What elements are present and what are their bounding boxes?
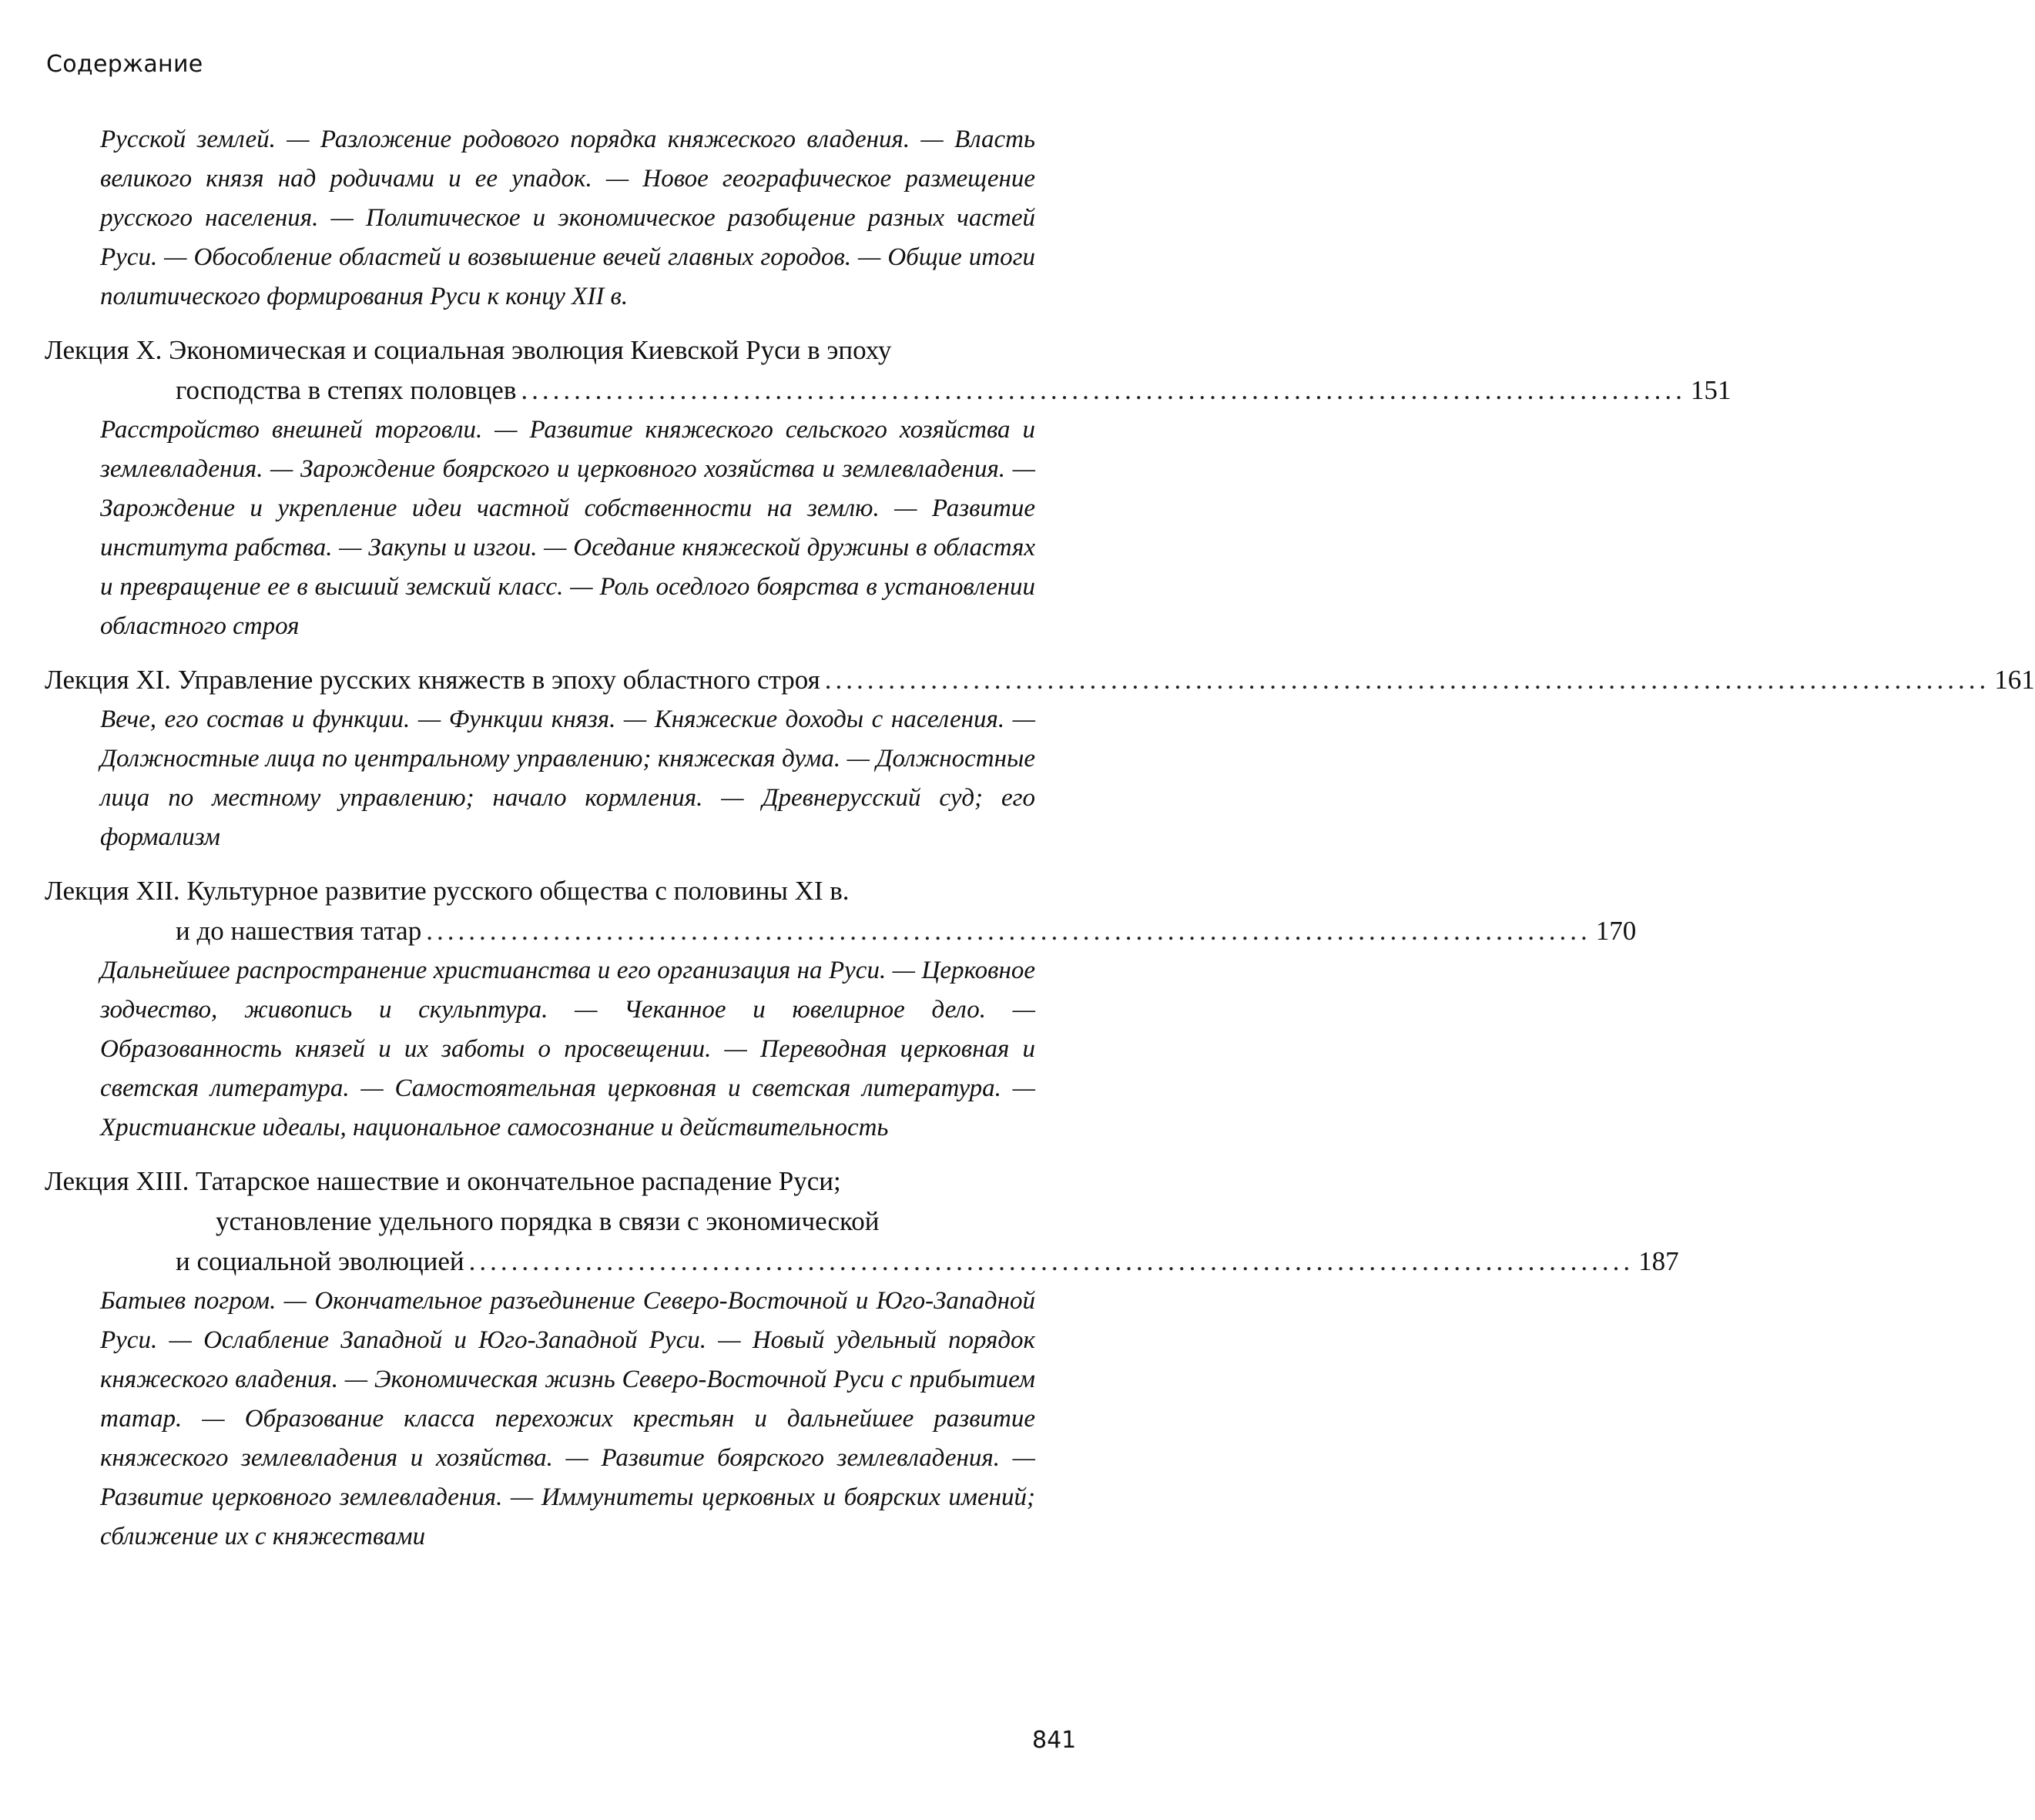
toc-entry-title-line bbox=[45, 871, 1077, 911]
toc-entry-title: Лекция X. Экономическая и социальная эволюция Киевской Руси в эпоху bbox=[45, 335, 892, 365]
toc-entry-title-line bbox=[45, 911, 1637, 951]
toc-content bbox=[45, 120, 2035, 1557]
page-number: 187 bbox=[1638, 1246, 1679, 1276]
toc-entry-title-line bbox=[45, 1202, 1077, 1242]
page-folio: 841 bbox=[1032, 1727, 1077, 1754]
dot-leader: .............................................................................................................. bbox=[468, 1246, 1634, 1276]
running-head: Содержание bbox=[46, 51, 203, 78]
dot-leader: .............................................................................................................. bbox=[521, 375, 1686, 405]
toc-entry-title-line bbox=[45, 660, 2035, 700]
page-number: 170 bbox=[1595, 916, 1637, 946]
toc-entry-title-line bbox=[45, 1161, 1077, 1202]
toc-entry-title: Лекция XI. Управление русских княжеств в эпоху областного строя bbox=[45, 665, 820, 695]
toc-entry-description: Расстройство внешней торговли. — Развитие княжеского сельского хозяйства и землевладения. — Зарождение боярского и церковного хозяйства и землевладения. — Зарождение и укрепление идеи частной собственности на землю. — Развитие института рабства. — Закупы и изгои. — Оседание княжеской дружины в областях и превращение ее в высший земский класс. — Роль оседлого боярства в установлении областного строя bbox=[100, 416, 1035, 640]
toc-entry-title: и социальной эволюцией bbox=[176, 1246, 464, 1276]
toc-entry-title: Лекция XIII. Татарское нашествие и окончательное распадение Руси; bbox=[45, 1166, 841, 1196]
page-number: 151 bbox=[1690, 375, 1732, 405]
toc-entry-lecture-x[interactable] bbox=[45, 330, 1732, 646]
toc-entry-title-line bbox=[45, 370, 1732, 411]
toc-entry-title-line bbox=[45, 1242, 1679, 1282]
toc-entry-description: Батыев погром. — Окончательное разъединение Северо-Восточной и Юго-Западной Руси. — Ослабление Западной и Юго-Западной Руси. — Новый удельный порядок княжеского владения. — Экономическая жизнь Северо-Восточной Руси с прибытием татар. — Образование класса перехожих крестьян и дальнейшее развитие княжеского землевладения и хозяйства. — Развитие боярского землевладения. — Развитие церковного землевладения. — Иммунитеты церковных и боярских имений; сближение их с княжествами bbox=[100, 1287, 1035, 1550]
toc-entry-lecture-xiii[interactable] bbox=[45, 1161, 1679, 1557]
page-number: 161 bbox=[1994, 665, 2035, 695]
toc-entry-title: и до нашествия татар bbox=[176, 916, 422, 946]
dot-leader: .............................................................................................................. bbox=[426, 916, 1591, 946]
toc-entry-description: Вече, его состав и функции. — Функции князя. — Княжеские доходы с населения. — Должностные лица по центральному управлению; княжеская дума. — Должностные лица по местному управлению; начало кормления. — Древнерусский суд; его формализм bbox=[100, 706, 1035, 851]
toc-entry-description: Русской землей. — Разложение родового порядка княжеского владения. — Власть великого князя над родичами и ее упадок. — Новое географическое размещение русского населения. — Политическое и экономическое разобщение разных частей Руси. — Обособление областей и возвышение вечей главных городов. — Общие итоги политического формирования Руси к концу XII в. bbox=[100, 126, 1035, 310]
toc-entry-title: установление удельного порядка в связи с экономической bbox=[216, 1206, 880, 1236]
toc-entry-title: Лекция XII. Культурное развитие русского общества с половины XI в. bbox=[45, 876, 850, 906]
toc-entry-title-line bbox=[45, 330, 1077, 370]
toc-entry-title: господства в степях половцев bbox=[176, 375, 517, 405]
toc-entry-description: Дальнейшее распространение христианства и его организация на Руси. — Церковное зодчество, живопись и скульптура. — Чеканное и ювелирное дело. — Образованность князей и их заботы о просвещении. — Переводная церковная и светская литература. — Самостоятельная церковная и светская литература. — Христианские идеалы, национальное самосознание и действительность bbox=[100, 957, 1035, 1141]
toc-entry-lecture-xi[interactable] bbox=[45, 660, 2035, 857]
dot-leader: .............................................................................................................. bbox=[824, 665, 1990, 695]
toc-entry-lecture-xii[interactable] bbox=[45, 871, 1637, 1148]
